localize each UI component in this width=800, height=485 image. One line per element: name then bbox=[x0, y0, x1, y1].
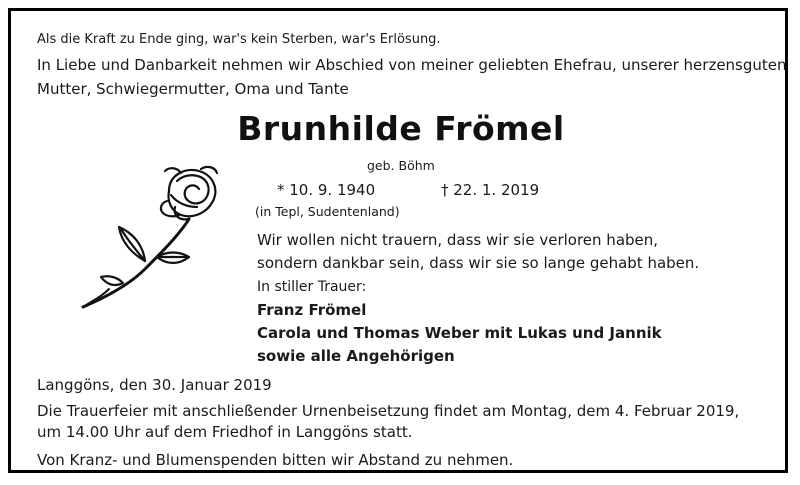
intro-line-2: Mutter, Schwiegermutter, Oma und Tante bbox=[37, 80, 349, 98]
funeral-info-line-1: Die Trauerfeier mit anschließender Urnenbeisetzung findet am Montag, dem 4. Februar 2019, bbox=[37, 402, 740, 420]
rose-icon bbox=[61, 161, 221, 316]
flowers-note: Von Kranz- und Blumenspenden bitten wir Abstand zu nehmen. bbox=[37, 451, 514, 469]
mourner-line: Carola und Thomas Weber mit Lukas und Jannik bbox=[257, 324, 662, 342]
place-date: Langgöns, den 30. Januar 2019 bbox=[37, 376, 272, 394]
mourners-label: In stiller Trauer: bbox=[257, 279, 367, 295]
verse-line-1: Wir wollen nicht trauern, dass wir sie verloren haben, bbox=[257, 231, 659, 249]
verse-line-2: sondern dankbar sein, dass wir sie so lange gehabt haben. bbox=[257, 254, 700, 272]
birth-date: * 10. 9. 1940 bbox=[277, 181, 376, 199]
mourner-line: Franz Frömel bbox=[257, 301, 367, 319]
birth-place: (in Tepl, Sudentenland) bbox=[255, 204, 400, 219]
motto-text: Als die Kraft zu Ende ging, war's kein Sterben, war's Erlösung. bbox=[37, 32, 441, 47]
funeral-info-line-2: um 14.00 Uhr auf dem Friedhof in Langgöns statt. bbox=[37, 423, 413, 441]
deceased-name: Brunhilde Frömel bbox=[237, 109, 565, 148]
death-date: † 22. 1. 2019 bbox=[441, 181, 540, 199]
mourner-line: sowie alle Angehörigen bbox=[257, 347, 455, 365]
maiden-name: geb. Böhm bbox=[367, 158, 435, 173]
intro-line-1: In Liebe und Danbarkeit nehmen wir Abschied von meiner geliebten Ehefrau, unserer herzensguten bbox=[37, 56, 787, 74]
obituary-notice bbox=[8, 8, 788, 473]
